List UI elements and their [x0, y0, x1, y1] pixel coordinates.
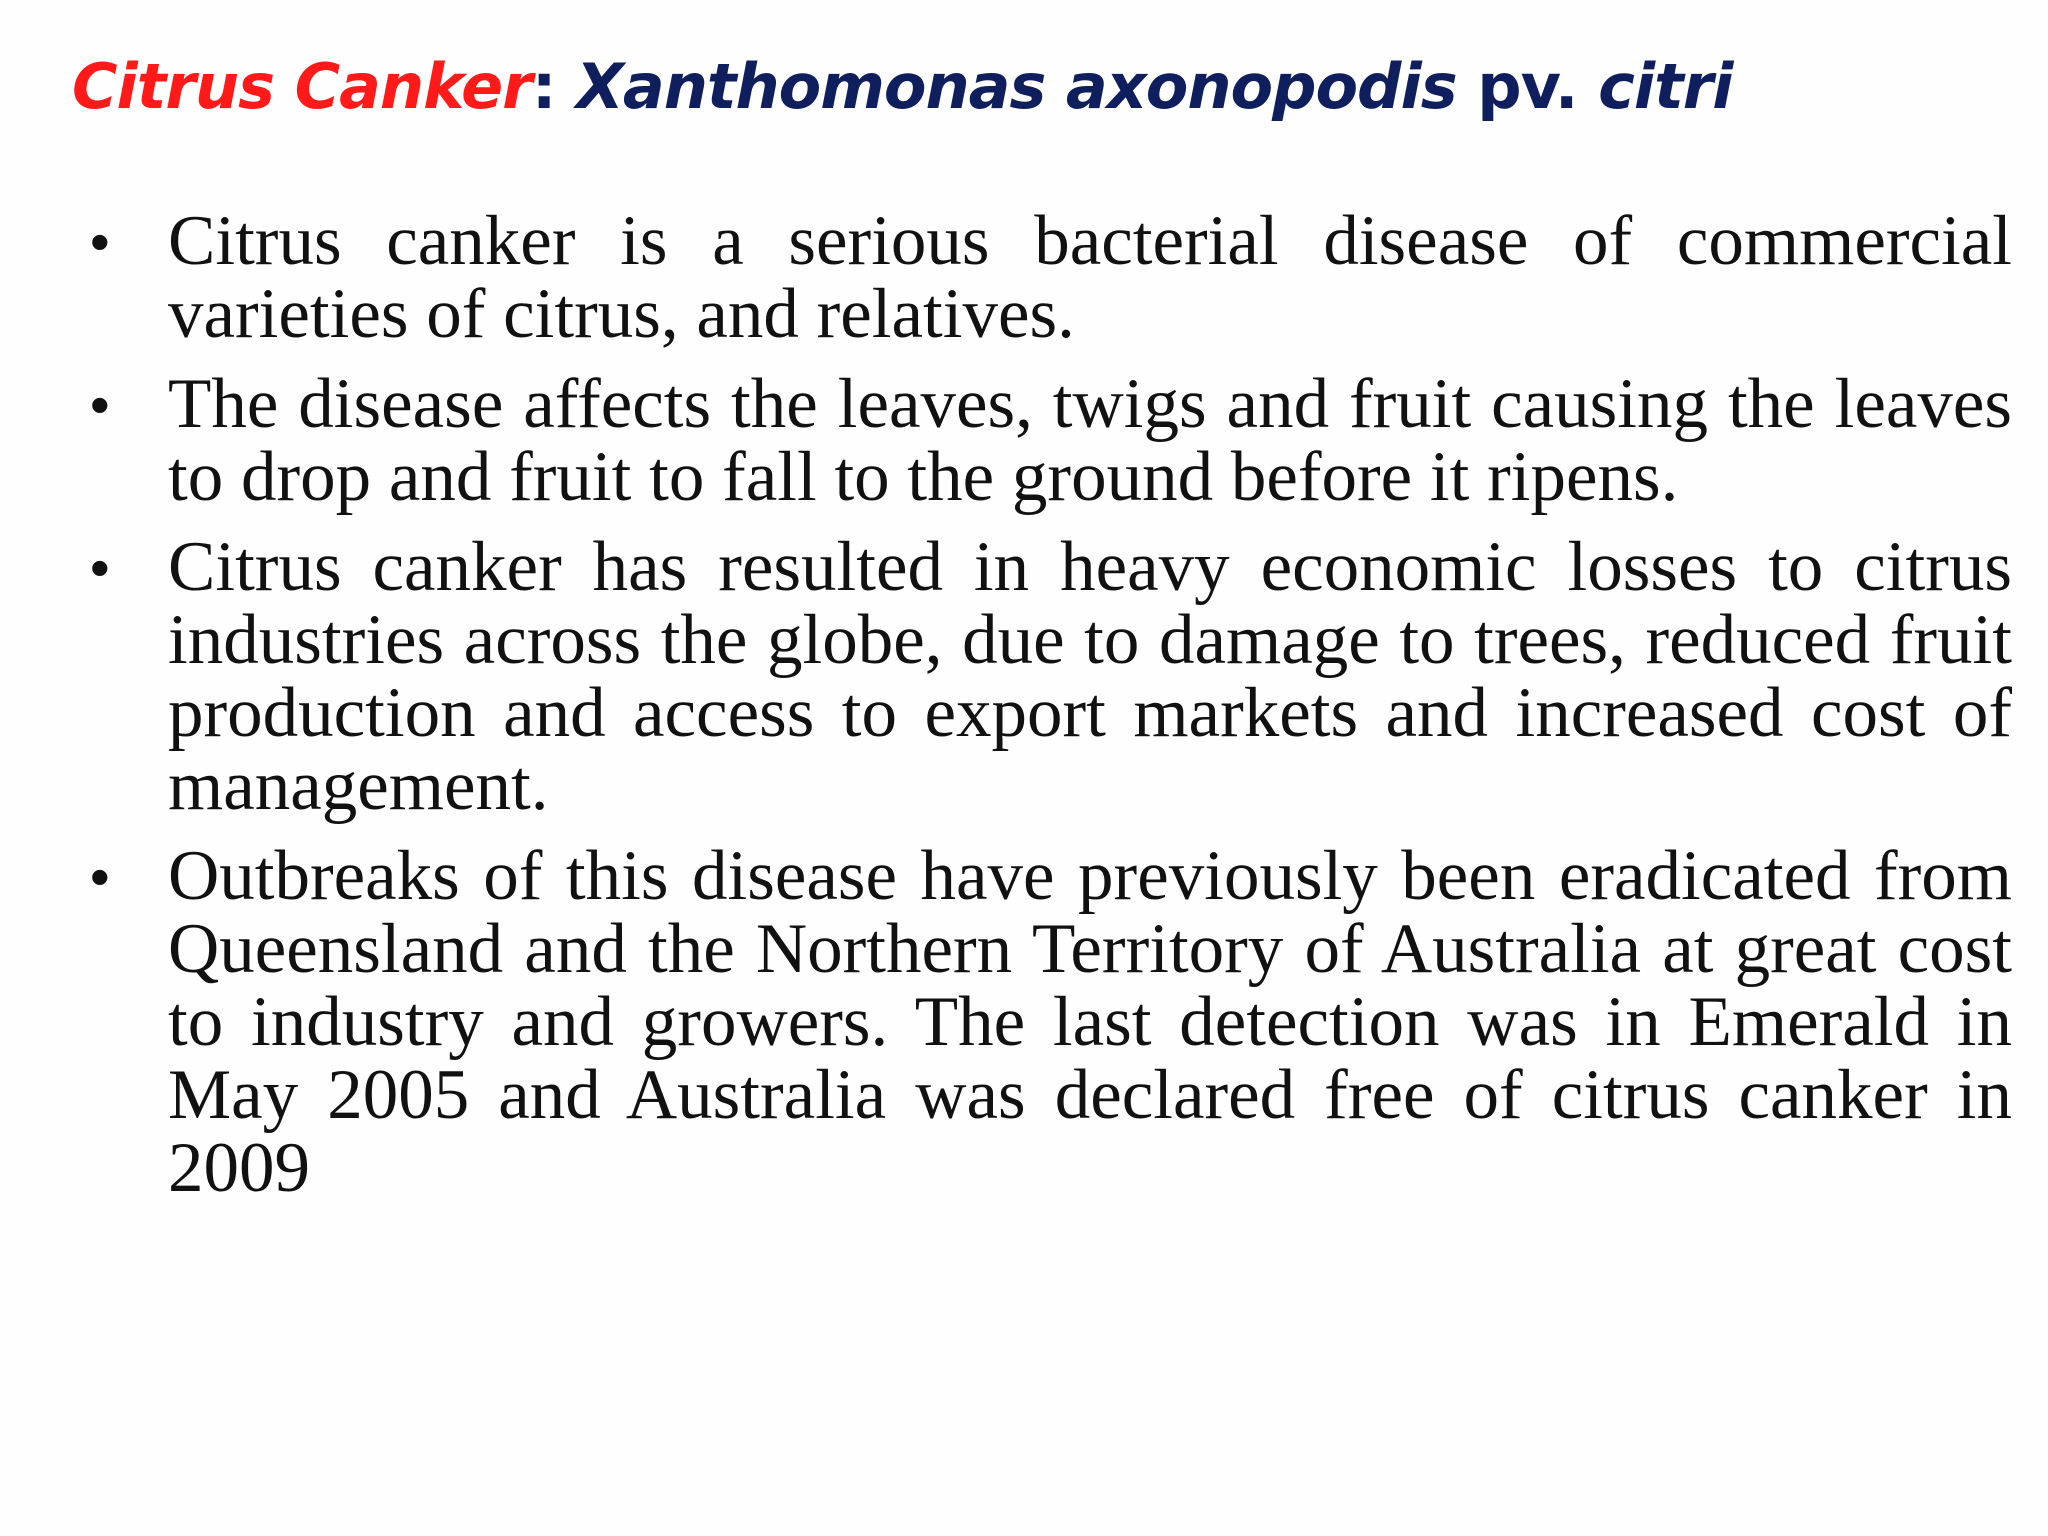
bullet-item	[82, 837, 2012, 1207]
bullet-item	[82, 528, 2012, 825]
bullet-list	[82, 202, 2012, 1222]
title-common-name: Citrus Canker	[72, 50, 532, 123]
bullet-dot-icon: •	[90, 373, 110, 436]
bullet-text: Citrus canker has resulted in heavy economic losses to citrus industries across the globe, due to damage to trees, reduced fruit production and access to export markets and increased cost of management.	[168, 528, 2012, 825]
bullet-dot-icon: •	[90, 210, 110, 273]
bullet-text: The disease affects the leaves, twigs and fruit causing the leaves to drop and fruit to fall to the ground before it ripens.	[168, 365, 2012, 516]
title-genus-species: Xanthomonas axonopodis	[555, 50, 1457, 123]
bullet-text: Citrus canker is a serious bacterial disease of commercial varieties of citrus, and relatives.	[168, 202, 2012, 353]
bullet-dot-icon: •	[90, 536, 110, 599]
title-colon: :	[531, 50, 556, 123]
bullet-item	[82, 202, 2012, 353]
slide-title	[72, 50, 1733, 124]
title-pathovar-abbr: pv.	[1456, 50, 1578, 123]
title-pathovar: citri	[1577, 50, 1733, 123]
bullet-item	[82, 365, 2012, 516]
bullet-dot-icon: •	[90, 845, 110, 908]
bullet-text: Outbreaks of this disease have previously been eradicated from Queensland and the Northern Territory of Australia at great cost to industry and growers. The last detection was in Emerald in May 2005 and Australia was declared free of citrus canker in 2009	[168, 837, 2012, 1207]
